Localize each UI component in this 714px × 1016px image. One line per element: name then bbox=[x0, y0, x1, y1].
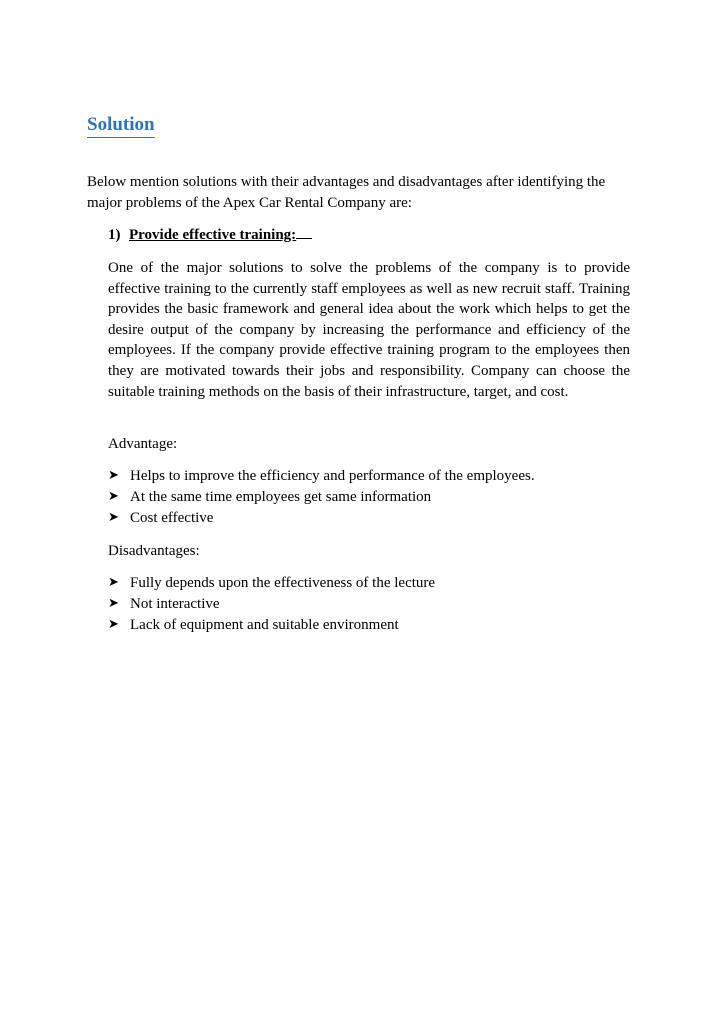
advantage-label: Advantage: bbox=[108, 436, 178, 452]
list-item: ➤ Helps to improve the efficiency and performance of the employees. bbox=[108, 466, 535, 487]
list-item: ➤ Not interactive bbox=[108, 594, 435, 615]
disadvantage-label: Disadvantages: bbox=[108, 543, 200, 559]
numbered-item-heading bbox=[108, 225, 312, 245]
arrowhead-bullet-icon: ➤ bbox=[108, 509, 119, 525]
list-item: ➤ At the same time employees get same information bbox=[108, 487, 535, 508]
item-number: 1) bbox=[108, 227, 121, 243]
section-heading: Solution bbox=[87, 113, 155, 138]
arrowhead-bullet-icon: ➤ bbox=[108, 595, 119, 611]
list-item: ➤ Fully depends upon the effectiveness of the lecture bbox=[108, 573, 435, 594]
arrowhead-bullet-icon: ➤ bbox=[108, 488, 119, 504]
intro-paragraph: Below mention solutions with their advantages and disadvantages after identifying the major problems of the Apex Car Rental Company are: bbox=[87, 174, 606, 211]
underline-tail bbox=[296, 225, 312, 239]
arrowhead-bullet-icon: ➤ bbox=[108, 575, 119, 590]
arrowhead-bullet-icon: ➤ bbox=[108, 468, 119, 483]
disadvantages-list bbox=[108, 573, 435, 635]
list-item: ➤ Cost effective bbox=[108, 508, 535, 529]
training-paragraph: One of the major solutions to solve the problems of the company is to provide effective training to the currently staff employees as well as new recruit staff. Training provides the basic framework and general idea about the work which helps to get the desire output of the company by increasing the performance and efficiency of the employees. If the company provide effective training program to the employees then they are motivated towards their jobs and responsibility. Company can choose the suitable training methods on the basis of their infrastructure, target, and cost. bbox=[108, 260, 630, 400]
advantages-list bbox=[108, 466, 535, 528]
item-title: Provide effective training: bbox=[129, 227, 297, 243]
list-item: ➤ Lack of equipment and suitable environment bbox=[108, 615, 435, 636]
arrowhead-bullet-icon: ➤ bbox=[108, 616, 119, 632]
